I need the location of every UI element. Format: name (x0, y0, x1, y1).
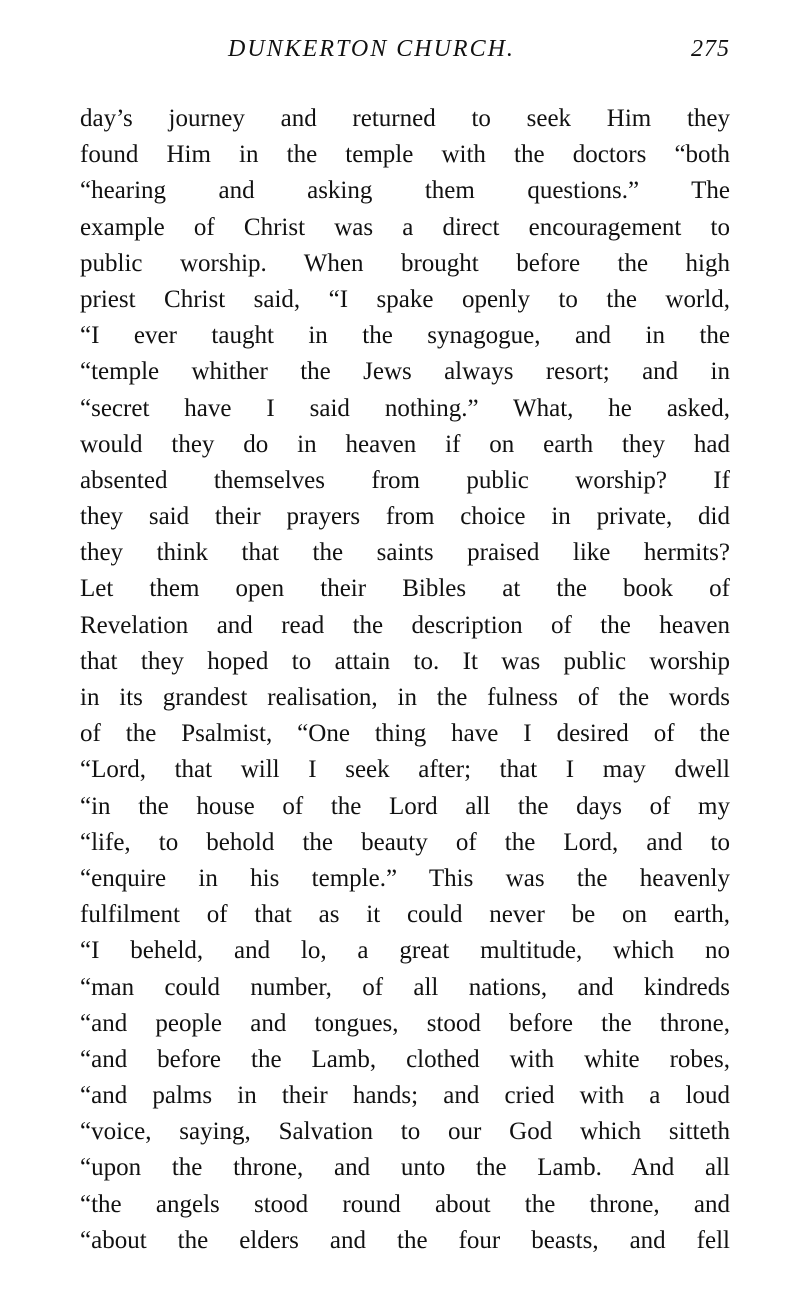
text-line: found Him in the temple with the doctors “both (80, 141, 730, 169)
text-line: public worship. When brought before the high (80, 249, 730, 277)
text-line: in its grandest realisation, in the fulness of the words (80, 684, 730, 711)
text-line: “enquire in his temple.” This was the heavenly (80, 864, 730, 892)
text-line: “and palms in their hands; and cried with a loud (80, 1082, 730, 1110)
text-line: “and people and tongues, stood before the throne, (80, 1009, 730, 1037)
text-line: priest Christ said, “I spake openly to the world, (80, 285, 730, 313)
running-head (80, 34, 730, 68)
text-line: fulfilment of that as it could never be on earth, (80, 901, 730, 929)
text-line: “upon the throne, and unto the Lamb. And all (80, 1154, 730, 1182)
text-line: “I beheld, and lo, a great multitude, which no (80, 937, 730, 965)
text-line: of the Psalmist, “One thing have I desired of the (80, 720, 730, 748)
text-line: “secret have I said nothing.” What, he asked, (80, 394, 730, 422)
page-number: 275 (691, 36, 730, 62)
text-line: they said their prayers from choice in private, did (80, 503, 730, 531)
text-line: absented themselves from public worship? If (80, 466, 730, 494)
text-line: “voice, saying, Salvation to our God which sitteth (80, 1118, 730, 1146)
text-line: that they hoped to attain to. It was public worship (80, 647, 730, 675)
text-line: “and before the Lamb, clothed with white robes, (80, 1045, 730, 1073)
text-line: “I ever taught in the synagogue, and in the (80, 322, 730, 350)
text-line: day’s journey and returned to seek Him they (80, 105, 730, 132)
text-line: “life, to behold the beauty of the Lord, and to (80, 828, 730, 856)
text-line: example of Christ was a direct encouragement to (80, 213, 730, 241)
text-line: “man could number, of all nations, and kindreds (80, 973, 730, 1001)
text-line: Revelation and read the description of the heaven (80, 611, 730, 639)
text-line: “about the elders and the four beasts, and fell (80, 1226, 730, 1254)
running-head-title: DUNKERTON CHURCH. (228, 36, 515, 62)
text-line: “in the house of the Lord all the days of my (80, 792, 730, 820)
text-line: “temple whither the Jews always resort; and in (80, 358, 730, 386)
text-line: would they do in heaven if on earth they had (80, 430, 730, 458)
text-line: “the angels stood round about the throne, and (80, 1190, 730, 1218)
text-line: “hearing and asking them questions.” The (80, 177, 730, 205)
text-line: Let them open their Bibles at the book of (80, 575, 730, 603)
text-line: “Lord, that will I seek after; that I may dwell (80, 756, 730, 784)
body-text (80, 101, 730, 1259)
text-line: they think that the saints praised like hermits? (80, 539, 730, 567)
